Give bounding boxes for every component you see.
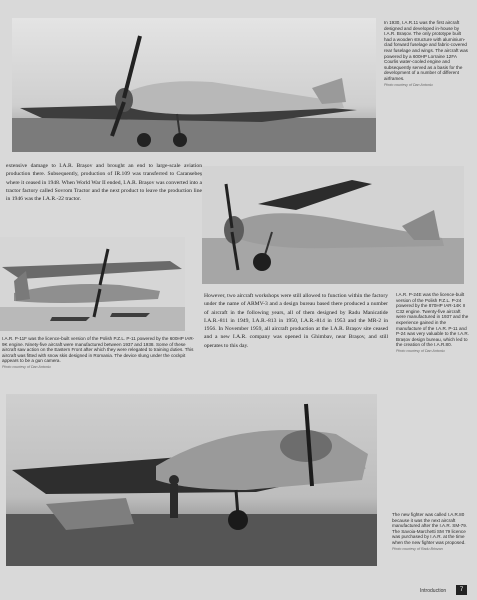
caption-sm79 bbox=[392, 512, 470, 552]
caption-credit: Photo courtesy of Dan Antoniu bbox=[396, 348, 445, 353]
photo-sm79 bbox=[6, 394, 377, 566]
caption-text: In 1930, I.A.R.11 was the first aircraft designed and developed in-house by I.A.R. Brașov. The only prototype built had a wooden structure with aluminium-clad forward fuselage and fabric-covered rear fuselage and wings. The aircraft was powered by a 600HP Lorraine 12FA Courlis water-cooled engine and subsequently served as a basis for the development of a number of different airframes. bbox=[384, 20, 468, 81]
caption-credit: Photo courtesy of Dan Antoniu bbox=[384, 82, 433, 87]
body-paragraph-1: extensive damage to I.A.R. Brașov and brought an end to large-scale aviation production there. Subsequently, production of IR.109 was transferred to Caransebeș where it ceased in 1948. When World War II ended, I.A.R. Brașov was converted into a tractor factory called Sovrom Tractor and the next product to leave the production line in 1946 was the I.A.R.-22 tractor. bbox=[6, 163, 202, 203]
photo-iar11 bbox=[12, 18, 376, 152]
caption-text: I.A.R. P-11F was the licence-built version of the Polish P.Z.L. P-11 powered by the 600HP IAR-9K engine. Ninety-five aircraft were manufactured between 1937 and 1938. Some of these aircraft saw action on the Eastern Front after which they were relegated to training duties. This aircraft was fitted with snow skis designed in Romania. The device slung under the cockpit appears to be a gun camera. bbox=[2, 336, 195, 364]
caption-text: I.A.R. P-24E was the licence-built version of the Polish P.Z.L. P-24 powered by the 870HP IAR-14K II C32 engine. Twenty-five aircraft were manufactured in 1937 and the experience gained in the manufacture of the I.A.R. P-11 and P-24 was very valuable to the I.A.R. Brașov design bureau, which led to the creation of the I.A.R.80. bbox=[396, 292, 470, 348]
photo-p11f bbox=[0, 237, 185, 331]
caption-credit: Photo courtesy of Radu Brinzan bbox=[392, 546, 443, 551]
body-paragraph-2: However, two aircraft workshops were still allowed to function within the factory under the name of ARMV-3 and a design bureau based there produced a number of aircraft in the following years, all of them designed by Radu Manicatide I.A.R.-811 in 1949, I.A.R.-813 in 1950, I.A.R.-814 in 1953 and the MR-2 in 1956. In November 1959, all aircraft production at the I.A.R. Brașov site ceased and a new I.A.R. company was opened in Ghimbav, near Brașov, and still operates to this day. bbox=[204, 293, 388, 349]
caption-credit: Photo courtesy of Dan Antoniu bbox=[2, 364, 51, 369]
footer-section-label: Introduction bbox=[420, 588, 447, 594]
caption-p24e bbox=[396, 292, 470, 355]
page-number: 7 bbox=[456, 585, 467, 595]
caption-iar11 bbox=[384, 20, 468, 88]
caption-p11f bbox=[2, 336, 196, 371]
photo-p24e bbox=[202, 166, 464, 284]
caption-text: The new fighter was called I.A.R.80 because it was the next aircraft manufactured after the I.A.R. SM-79. The Savoia-Marchetti SM 79 licence was purchased by I.A.R. at the time when the new fighter was proposed. bbox=[392, 512, 468, 545]
